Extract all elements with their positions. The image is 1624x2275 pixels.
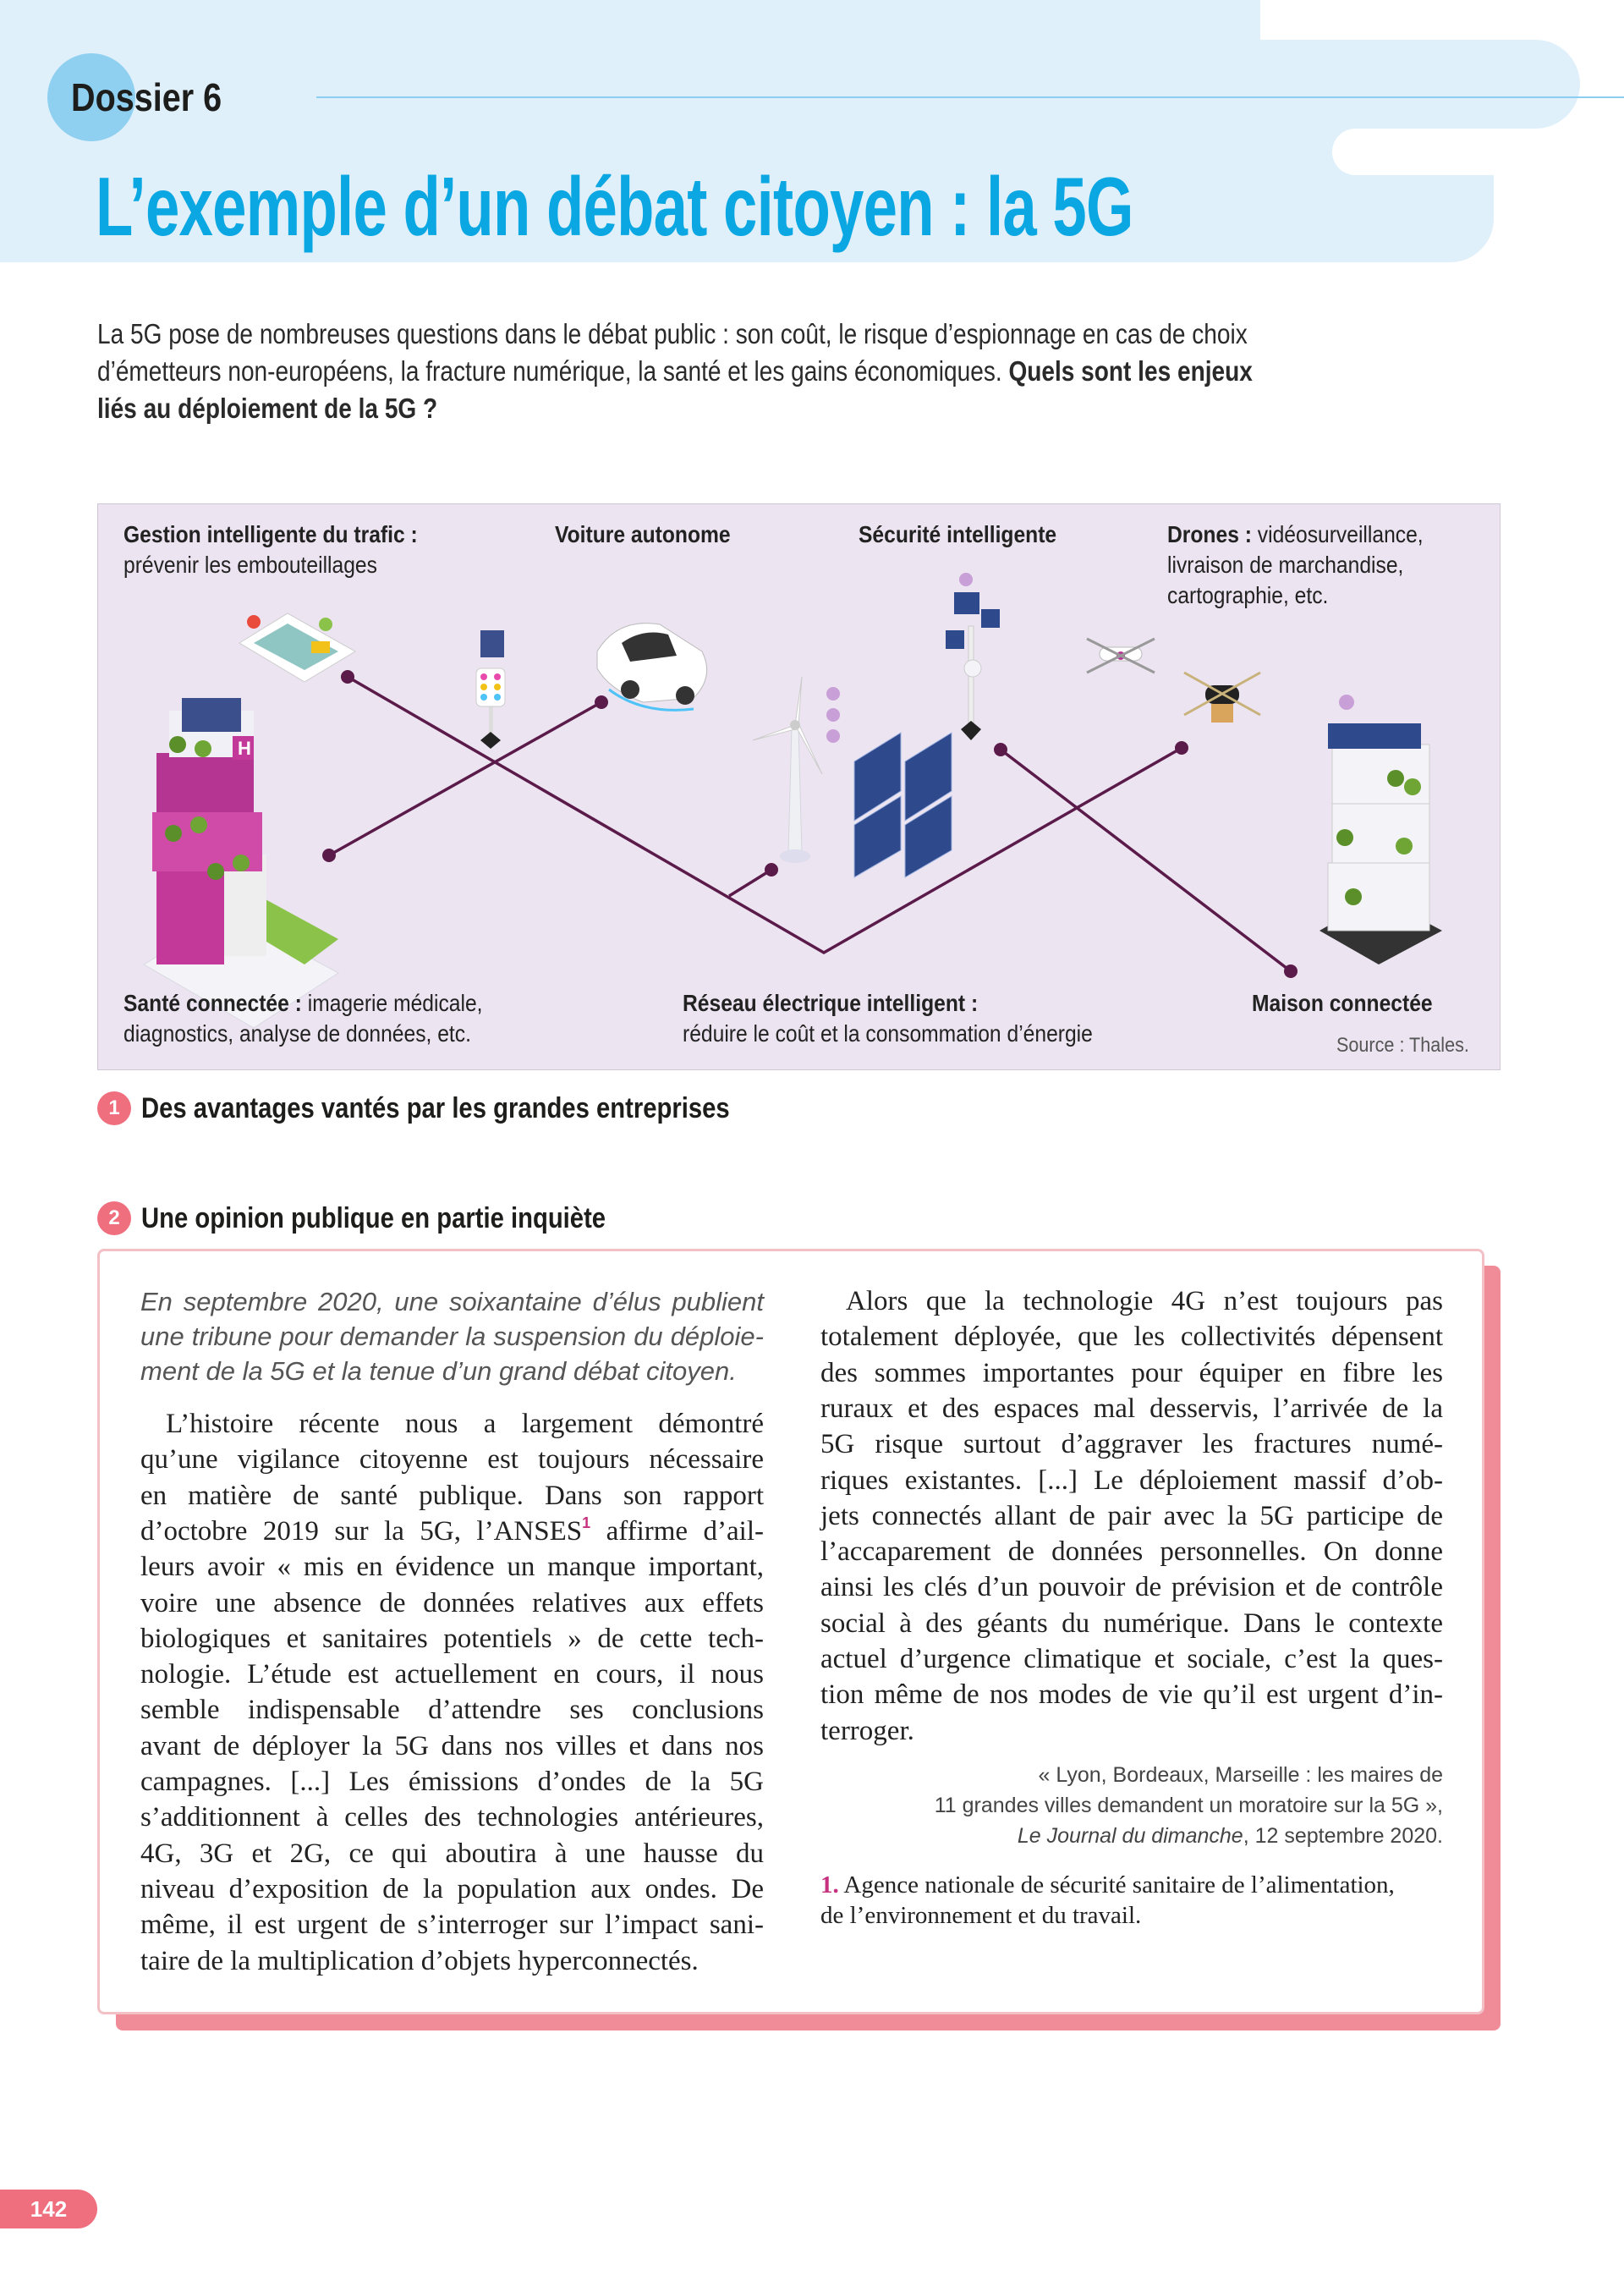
text-line: s’additionnent à celles des technologies antérieures,: [140, 1802, 764, 1833]
text-line: tion même de nos modes de vie qu’il est urgent d’in-: [820, 1679, 1443, 1711]
text-line: même, il est urgent de s’interroger sur l’impact sani-: [140, 1910, 764, 1941]
label-health: Santé connectée : imagerie médicale, diagnostics, analyse de données, etc.: [123, 990, 483, 1047]
label-traffic: Gestion intelligente du trafic : prévenir les embouteillages: [123, 521, 418, 578]
citation-journal: Le Journal du dimanche: [1017, 1824, 1243, 1848]
text-line: taire de la multiplication d’objets hyperconnectés.: [140, 1945, 699, 1976]
network-line: [1001, 750, 1291, 971]
text-line: 4G, 3G et 2G, ce qui aboutira à une hausse du: [140, 1838, 764, 1869]
text-line: niveau d’exposition de la population aux ondes. De: [140, 1873, 764, 1904]
footnote-text: Agence nationale de sécurité sanitaire de l’alimentation,: [838, 1871, 1395, 1899]
text-line: semble indispensable d’attendre ses conclusions: [140, 1695, 764, 1726]
citation-line-3: [1018, 1821, 1443, 1851]
section-number-badge: 1: [97, 1091, 131, 1125]
security-camera-pole-icon: [946, 573, 1000, 740]
page-number: [0, 2190, 97, 2228]
text-line: 5G risque surtout d’aggraver les fractures numé-: [820, 1429, 1443, 1460]
text-line: qu’une vigilance citoyenne est toujours nécessaire: [140, 1444, 764, 1475]
text-line: jets connectés allant de pair avec la 5G participe de: [820, 1500, 1443, 1531]
node-health: [322, 849, 336, 862]
solar-panels-icon: [854, 733, 952, 877]
section-1-heading: [97, 1090, 826, 1127]
text-line: L’histoire récente nous a largement démontré: [166, 1409, 764, 1439]
label-drones: Drones : vidéosurveillance, livraison de marchandise, cartographie, etc.: [1167, 521, 1424, 608]
text-line: biologiques et sanitaires potentiels » de cette tech-: [140, 1623, 764, 1654]
traffic-map-tablet-icon: [239, 613, 355, 682]
hospital-building-icon: [144, 698, 338, 1028]
label-security: Sécurité intelligente: [859, 521, 1057, 547]
text-fragment: d’octobre 2019 sur la 5G, l’ANSES: [140, 1515, 583, 1547]
text-line: totalement déployée, que les collectivités dépensent: [820, 1322, 1443, 1353]
network-line: [348, 677, 1182, 953]
citation-date: , 12 septembre 2020.: [1243, 1824, 1443, 1848]
text-line: en matière de santé publique. Dans son rapport: [140, 1480, 764, 1511]
text-line: ment de la 5G et la tenue d’un grand débat citoyen.: [140, 1356, 737, 1386]
text-line: des sommes importantes pour équiper en fibre les: [820, 1357, 1443, 1388]
delivery-drone-icon: [1184, 673, 1260, 723]
text-line: Alors que la technologie 4G n’est toujours pas: [846, 1286, 1443, 1316]
network-line: [729, 870, 771, 896]
text-line: ainsi les clés d’un pouvoir de prévision et de contrôle: [820, 1572, 1443, 1603]
drone-icon: [1087, 639, 1155, 673]
svg-text:H: H: [238, 738, 251, 759]
text-line: leurs avoir « mis en évidence un manque important,: [140, 1552, 764, 1583]
text-line: avant de déployer la 5G dans nos villes et dans nos: [140, 1730, 764, 1761]
text-line: campagnes. [...] Les émissions d’ondes de la 5G: [140, 1767, 764, 1797]
citation-line-2: 11 grandes villes demandent un moratoire sur la 5G »,: [934, 1794, 1443, 1817]
autonomous-car-icon: [597, 624, 707, 711]
text-line: nologie. L’étude est actuellement en cours, il nous: [140, 1659, 764, 1690]
section-2-heading: [97, 1200, 681, 1237]
footnote-number: 1.: [820, 1871, 839, 1899]
section-title: Une opinion publique en partie inquiète: [141, 1201, 606, 1234]
connected-house-icon: [1320, 695, 1442, 964]
node-grid: [765, 863, 778, 876]
intro-question: Quels sont les enjeux: [1008, 355, 1253, 387]
footnote-text: de l’environnement et du travail.: [820, 1902, 1142, 1929]
intro-text: La 5G pose de nombreuses questions dans le débat public : son coût, le risque d’espionnage en cas de choix: [97, 318, 1248, 349]
text-line: [140, 1514, 764, 1549]
text-line: actuel d’urgence climatique et sociale, c’est la ques-: [820, 1644, 1443, 1674]
label-car: Voiture autonome: [555, 521, 731, 547]
text-line: terroger.: [820, 1715, 914, 1746]
section-number-badge: 2: [97, 1201, 131, 1235]
text-fragment: affirme d’ail-: [590, 1515, 764, 1547]
intro-text: d’émetteurs non-européens, la fracture numérique, la santé et les gains économiques.: [97, 355, 1009, 387]
intro-question: liés au déploiement de la 5G ?: [97, 393, 438, 424]
page-title: L’exemple d’un débat citoyen : la 5G: [96, 160, 1133, 253]
network-lines: [329, 677, 1291, 971]
text-line: social à des géants du numérique. Dans le contexte: [820, 1607, 1443, 1639]
network-nodes: [322, 670, 1298, 978]
section-title: Des avantages vantés par les grandes entreprises: [141, 1091, 730, 1124]
page-number-text: 142: [30, 2195, 68, 2222]
source-credit: Source : Thales.: [1336, 1034, 1469, 1057]
text-line: une tribune pour demander la suspension du déploie-: [140, 1322, 764, 1351]
node-security: [994, 743, 1007, 756]
text-line: En septembre 2020, une soixantaine d’élus publient: [140, 1287, 764, 1316]
label-grid: Réseau électrique intelligent : réduire le coût et la consommation d’énergie: [683, 990, 1093, 1047]
text-line: l’accaparement de données personnelles. On donne: [820, 1536, 1443, 1568]
dossier-label: Dossier 6: [71, 75, 222, 119]
traffic-light-icon: [476, 630, 505, 749]
footnote: [820, 1870, 1395, 1931]
citation-line-1: « Lyon, Bordeaux, Marseille : les maires de: [1038, 1763, 1443, 1787]
text-line: riques existantes. [...] Le déploiement massif d’ob-: [820, 1464, 1443, 1496]
node-car: [595, 695, 608, 709]
label-house: Maison connectée: [1252, 990, 1433, 1016]
text-line: ruraux et des espaces mal desservis, l’arrivée de la: [820, 1393, 1443, 1424]
wind-turbine-icon: [753, 677, 840, 863]
node-house: [1284, 964, 1298, 978]
node-traffic: [341, 670, 354, 684]
text-line: voire une absence de données relatives aux effets: [140, 1587, 764, 1618]
network-line: [329, 702, 601, 855]
node-drones: [1175, 741, 1188, 755]
footnote-ref[interactable]: 1: [582, 1514, 591, 1531]
